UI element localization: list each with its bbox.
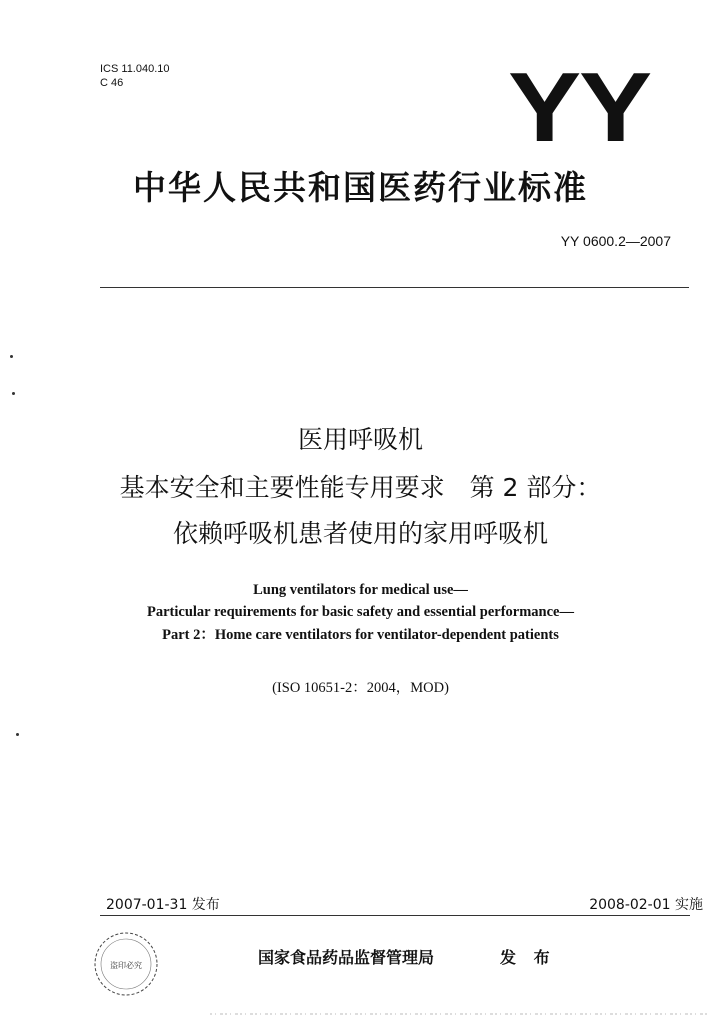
scan-noise-strip	[210, 1010, 710, 1018]
english-title-line-1: Lung ventilators for medical use—	[253, 582, 468, 598]
anti-piracy-seal-icon	[92, 930, 160, 998]
ics-code: ICS 11.040.10	[100, 63, 170, 75]
ccs-code: C 46	[100, 77, 124, 89]
scan-speck	[12, 392, 15, 395]
chinese-title-line-2: 基本安全和主要性能专用要求 第 2 部分：	[119, 473, 602, 502]
implementation-date: 2008-02-01 实施	[589, 897, 703, 913]
standard-number: YY 0600.2—2007	[560, 233, 671, 249]
ics-classification	[100, 62, 170, 90]
publisher-name: 国家食品药品监督管理局	[258, 948, 435, 967]
scan-speck	[16, 733, 19, 736]
header-divider	[100, 287, 689, 288]
publish-action: 发 布	[500, 948, 556, 967]
english-title-line-3: Part 2：Home care ventilators for ventilator-dependent patients	[162, 627, 559, 643]
chinese-title-line-3: 依赖呼吸机患者使用的家用呼吸机	[172, 519, 548, 548]
footer-divider	[100, 915, 690, 916]
chinese-title-line-1: 医用呼吸机	[297, 425, 423, 454]
standard-category-title: 中华人民共和国医药行业标准	[133, 168, 588, 207]
standard-logo: YY	[508, 52, 650, 162]
iso-reference: (ISO 10651-2：2004，MOD)	[272, 680, 449, 696]
english-title-line-2: Particular requirements for basic safety and essential performance—	[146, 604, 574, 620]
seal-label: 盗印必究	[110, 961, 142, 970]
scan-speck	[10, 355, 13, 358]
issue-date: 2007-01-31 发布	[106, 897, 220, 913]
